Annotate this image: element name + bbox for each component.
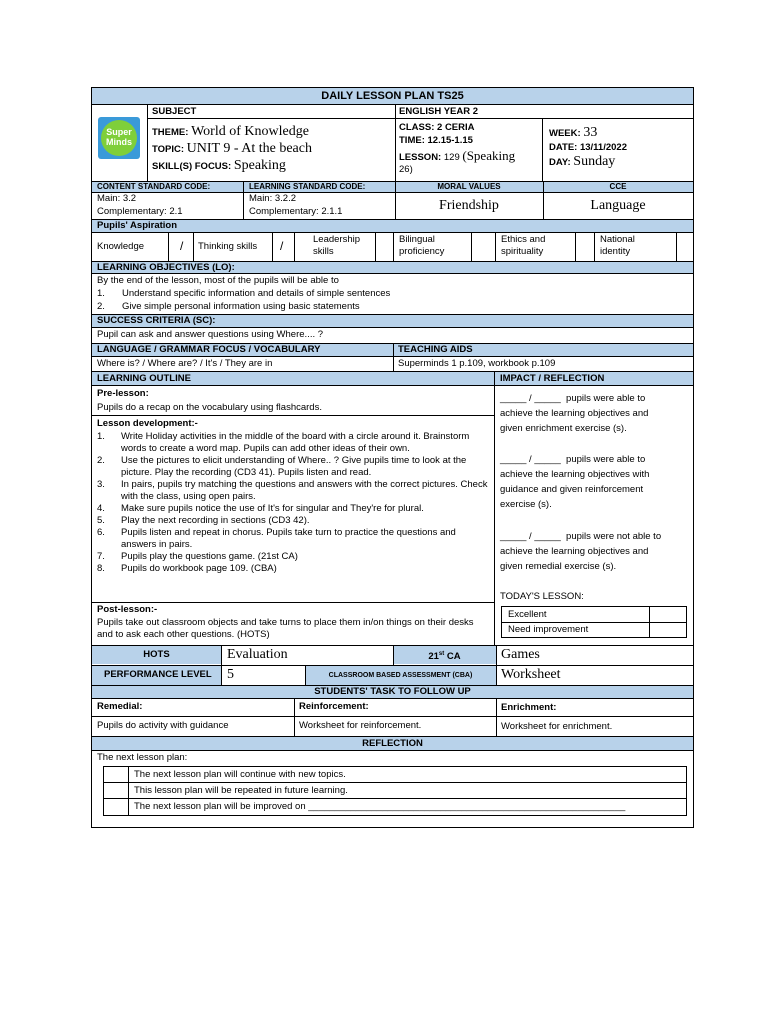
language-text: Where is? / Where are? / It's / They are in: [97, 358, 273, 369]
development-steps: [97, 431, 489, 575]
reflection-option: The next lesson plan will continue with new topics.: [134, 769, 346, 780]
aspiration-leadership: Leadership skills: [313, 234, 361, 257]
development-step: 7. Pupils play the questions game. (21st CA): [97, 551, 298, 562]
development-step: 2. Use the pictures to elicit understanding of Where.. ? Give pupils time to look at the picture. Play the recording (CD3 41). Pupils listen and read.: [97, 455, 467, 478]
hots-value: Evaluation: [227, 647, 288, 662]
language-label: LANGUAGE / GRAMMAR FOCUS / VOCABULARY: [97, 344, 321, 355]
remedial-label: Remedial:: [97, 701, 143, 712]
followup-label: STUDENTS' TASK TO FOLLOW UP: [314, 686, 471, 697]
excellent-option: Excellent: [508, 609, 547, 620]
learning-standard-label: LEARNING STANDARD CODE:: [249, 182, 366, 191]
logo: Super Minds: [98, 117, 140, 159]
enrichment-label: Enrichment:: [501, 702, 557, 713]
aspiration-label: Pupils' Aspiration: [97, 220, 178, 231]
moral-value: Friendship: [439, 198, 499, 213]
subject-value: ENGLISH YEAR 2: [399, 106, 479, 117]
success-text: Pupil can ask and answer questions using Where.... ?: [97, 329, 324, 340]
reflection-label: REFLECTION: [362, 738, 423, 749]
development-step: 8. Pupils do workbook page 109. (CBA): [97, 563, 277, 574]
impact-label: IMPACT / REFLECTION: [500, 373, 605, 384]
development-step: 6. Pupils listen and repeat in chorus. Pupils take turn to practice the questions and answers in pairs.: [97, 527, 456, 550]
lesson-note: 26): [399, 164, 413, 175]
hots-label: HOTS: [143, 649, 170, 660]
skill-value: Speaking: [233, 158, 286, 173]
cba-label: CLASSROOM BASED ASSESSMENT (CBA): [328, 672, 473, 679]
todays-lesson-label: TODAY'S LESSON:: [500, 591, 584, 602]
aspiration-national: National identity: [600, 234, 635, 257]
learning-standard-comp: Complementary: 2.1.1: [249, 206, 343, 217]
skill-row: SKILL(S) FOCUS: Speaking: [152, 158, 286, 173]
development-step: 1. Write Holiday activities in the middle of the board with a circle around it. Brainstorm words to create a word map. Pupils can add other ideas of their own.: [97, 431, 470, 454]
success-label: SUCCESS CRITERIA (SC):: [97, 315, 216, 326]
topic-row: TOPIC: UNIT 9 - At the beach: [152, 141, 312, 156]
reflection-option: This lesson plan will be repeated in future learning.: [134, 785, 348, 796]
aspiration-knowledge-mark: /: [180, 239, 184, 253]
development-step: 3. In pairs, pupils try matching the questions and answers with the correct pictures. Check with the class, using open pairs.: [97, 479, 488, 502]
reflection-option: The next lesson plan will be improved on ____________________________________________________________: [134, 801, 626, 812]
performance-label: PERFORMANCE LEVEL: [104, 669, 212, 680]
post-lesson-label: Post-lesson:-: [97, 604, 158, 615]
cce-value: Language: [590, 198, 646, 213]
content-standard-main: Main: 3.2: [97, 193, 137, 204]
theme-row: THEME: World of Knowledge: [152, 124, 309, 139]
aspiration-bilingual: Bilingual proficiency: [399, 234, 445, 257]
pre-lesson-text: Pupils do a recap on the vocabulary using flashcards.: [97, 402, 322, 413]
lesson-plan-sheet: [91, 87, 694, 828]
pre-lesson-label: Pre-lesson:: [97, 388, 149, 399]
moral-values-label: MORAL VALUES: [437, 182, 501, 191]
impact-entry: _____ / _____ pupils were able to achieve the learning objectives with guidance and given reinforcement exercise (s).: [500, 454, 650, 510]
objective-item: 2. Give simple personal information using basic statements: [97, 301, 360, 312]
impact-entry: _____ / _____ pupils were able to achieve the learning objectives and given enrichment exercise (s).: [500, 393, 649, 434]
aspiration-thinking: Thinking skills: [198, 241, 258, 252]
reinforcement-text: Worksheet for reinforcement.: [299, 720, 422, 731]
ca-label: 21st CA: [428, 651, 461, 663]
teaching-aids-label: TEACHING AIDS: [398, 344, 473, 355]
outline-label: LEARNING OUTLINE: [97, 373, 191, 384]
time-row: TIME: 12.15-1.15: [399, 135, 473, 146]
development-label: Lesson development:-: [97, 418, 198, 429]
development-step: 5. Play the next recording in sections (CD3 42).: [97, 515, 310, 526]
post-lesson-text: Pupils take out classroom objects and take turns to place them in/on things on their desks and to ask each other questions. (HOTS): [97, 617, 474, 640]
reflection-options: [103, 766, 687, 816]
reinforcement-label: Reinforcement:: [299, 701, 369, 712]
cba-value: Worksheet: [501, 667, 561, 682]
reflection-intro: The next lesson plan:: [97, 752, 188, 763]
aspiration-thinking-mark: /: [280, 239, 284, 253]
cce-label: CCE: [609, 182, 627, 191]
class-row: CLASS: 2 CERIA: [399, 122, 475, 133]
week-row: WEEK: 33: [549, 125, 598, 140]
objectives-intro: By the end of the lesson, most of the pupils will be able to: [97, 275, 339, 286]
subject-label: SUBJECT: [152, 106, 197, 117]
content-standard-label: CONTENT STANDARD CODE:: [97, 182, 211, 191]
impact-entry: _____ / _____ pupils were not able to achieve the learning objectives and given remedial exercise (s).: [500, 531, 662, 572]
remedial-text: Pupils do activity with guidance: [97, 720, 229, 731]
aspiration-knowledge: Knowledge: [97, 241, 145, 252]
page-title: DAILY LESSON PLAN TS25: [321, 90, 464, 102]
ca-value: Games: [501, 647, 540, 662]
enrichment-text: Worksheet for enrichment.: [501, 721, 613, 732]
date-row: DATE: 13/11/2022: [549, 142, 627, 153]
performance-value: 5: [227, 667, 234, 682]
development-step: 4. Make sure pupils notice the use of It's for singular and They're for plural.: [97, 503, 424, 514]
teaching-aids-text: Superminds 1 p.109, workbook p.109: [398, 358, 556, 369]
topic-value: UNIT 9 - At the beach: [186, 141, 312, 156]
aspiration-ethics: Ethics and spirituality: [501, 234, 546, 257]
learning-standard-main: Main: 3.2.2: [249, 193, 296, 204]
day-row: DAY: Sunday: [549, 154, 616, 169]
content-standard-comp: Complementary: 2.1: [97, 206, 183, 217]
need-improvement-option: Need improvement: [508, 624, 589, 635]
objective-item: 1. Understand specific information and details of simple sentences: [97, 288, 391, 299]
objectives-label: LEARNING OBJECTIVES (LO):: [97, 262, 235, 273]
todays-lesson-table: [501, 606, 687, 638]
theme-value: World of Knowledge: [191, 124, 309, 139]
lesson-row: LESSON: 129 (Speaking: [399, 148, 516, 163]
